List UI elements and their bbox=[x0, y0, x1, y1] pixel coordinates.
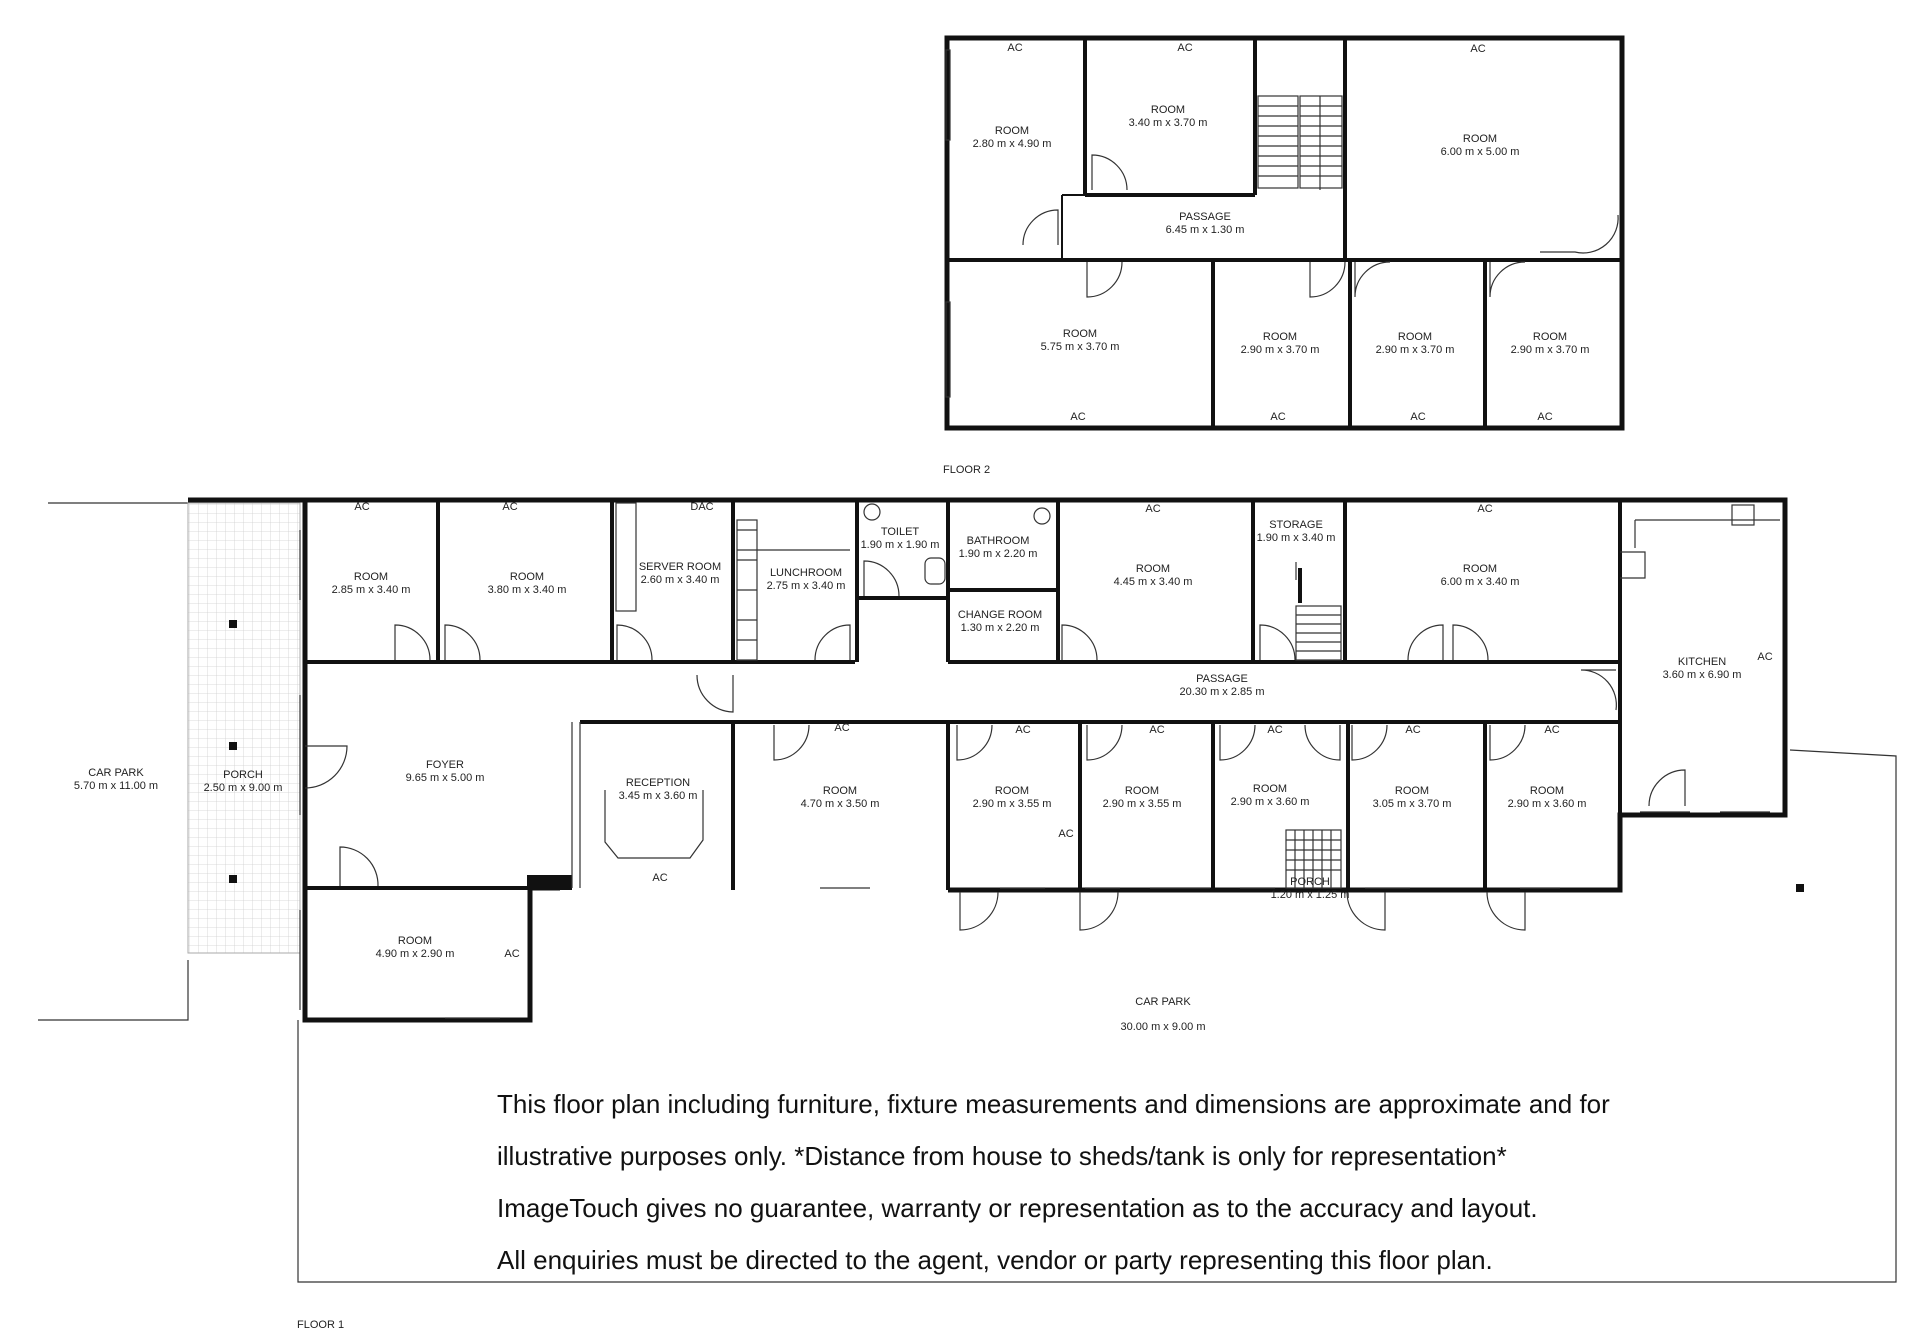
storage-size: 1.90 m x 3.40 m bbox=[1256, 532, 1336, 544]
svg-text:AC: AC bbox=[1177, 42, 1193, 54]
svg-text:AC: AC bbox=[1149, 724, 1165, 736]
porch-small-size: 1.20 m x 1.25 m bbox=[1270, 889, 1350, 901]
f2-room-2-size: 3.40 m x 3.70 m bbox=[1128, 117, 1208, 129]
porch-small-name: PORCH bbox=[1290, 876, 1330, 888]
disclaimer-line: ImageTouch gives no guarantee, warranty or representation as to the accuracy and layout. bbox=[497, 1193, 1538, 1223]
car-park-left-name: CAR PARK bbox=[88, 767, 144, 779]
disclaimer-line: All enquiries must be directed to the agent, vendor or party representing this floor plan. bbox=[497, 1245, 1493, 1275]
room-b-size: 3.80 m x 3.40 m bbox=[487, 584, 567, 596]
server-room-name: SERVER ROOM bbox=[638, 561, 722, 573]
porch-left-name: PORCH bbox=[223, 769, 263, 781]
f2-room-1-size: 2.80 m x 4.90 m bbox=[972, 138, 1052, 150]
toilet-size: 1.90 m x 1.90 m bbox=[860, 539, 940, 551]
car-park-left-size: 5.70 m x 11.00 m bbox=[73, 780, 159, 792]
f2-room-1-name: ROOM bbox=[994, 125, 1030, 137]
kitchen-name: KITCHEN bbox=[1677, 656, 1727, 668]
svg-text:AC: AC bbox=[1470, 43, 1486, 55]
f2-room-4-size: 5.75 m x 3.70 m bbox=[1040, 341, 1120, 353]
reception-name: RECEPTION bbox=[625, 777, 691, 789]
svg-text:AC: AC bbox=[652, 872, 668, 884]
room-j-name: ROOM bbox=[1529, 785, 1565, 797]
disclaimer-line: illustrative purposes only. *Distance from house to sheds/tank is only for representation* bbox=[497, 1141, 1507, 1171]
svg-text:AC: AC bbox=[1410, 411, 1426, 423]
svg-text:AC: AC bbox=[1145, 503, 1161, 515]
f2-passage-name: PASSAGE bbox=[1179, 211, 1231, 223]
floor-2-label: FLOOR 2 bbox=[943, 464, 991, 476]
svg-text:AC: AC bbox=[1405, 724, 1421, 736]
svg-text:AC: AC bbox=[504, 948, 520, 960]
change-room-name: CHANGE ROOM bbox=[957, 609, 1043, 621]
car-park-main-name: CAR PARK bbox=[1135, 996, 1191, 1008]
floor-2-plan bbox=[946, 38, 1622, 428]
f2-room-3-size: 6.00 m x 5.00 m bbox=[1440, 146, 1520, 158]
f2-passage-size: 6.45 m x 1.30 m bbox=[1165, 224, 1245, 236]
room-f-size: 2.90 m x 3.55 m bbox=[972, 798, 1052, 810]
change-room-size: 1.30 m x 2.20 m bbox=[960, 622, 1040, 634]
svg-text:AC: AC bbox=[1070, 411, 1086, 423]
svg-text:AC: AC bbox=[354, 501, 370, 513]
f2-room-7-size: 2.90 m x 3.70 m bbox=[1510, 344, 1590, 356]
passage-size: 20.30 m x 2.85 m bbox=[1179, 686, 1265, 698]
room-d-name: ROOM bbox=[1462, 563, 1498, 575]
foyer-size: 9.65 m x 5.00 m bbox=[405, 772, 485, 784]
room-labels bbox=[74, 104, 1742, 1033]
room-i-size: 3.05 m x 3.70 m bbox=[1372, 798, 1452, 810]
f2-room-5-name: ROOM bbox=[1262, 331, 1298, 343]
room-c-name: ROOM bbox=[1135, 563, 1171, 575]
storage-name: STORAGE bbox=[1269, 519, 1323, 531]
disclaimer-line: This floor plan including furniture, fixture measurements and dimensions are approximate and for bbox=[497, 1089, 1610, 1119]
svg-text:AC: AC bbox=[1270, 411, 1286, 423]
svg-text:AC: AC bbox=[1477, 503, 1493, 515]
f2-room-4-name: ROOM bbox=[1062, 328, 1098, 340]
server-room-size: 2.60 m x 3.40 m bbox=[640, 574, 720, 586]
room-c-size: 4.45 m x 3.40 m bbox=[1113, 576, 1193, 588]
room-k-size: 4.90 m x 2.90 m bbox=[375, 948, 455, 960]
room-a-name: ROOM bbox=[353, 571, 389, 583]
svg-text:AC: AC bbox=[834, 722, 850, 734]
svg-text:AC: AC bbox=[1015, 724, 1031, 736]
foyer-name: FOYER bbox=[426, 759, 464, 771]
room-h-name: ROOM bbox=[1252, 783, 1288, 795]
room-d-size: 6.00 m x 3.40 m bbox=[1440, 576, 1520, 588]
room-f-name: ROOM bbox=[994, 785, 1030, 797]
svg-text:DAC: DAC bbox=[690, 501, 714, 513]
room-g-name: ROOM bbox=[1124, 785, 1160, 797]
passage-name: PASSAGE bbox=[1196, 673, 1248, 685]
svg-text:AC: AC bbox=[1007, 42, 1023, 54]
reception-size: 3.45 m x 3.60 m bbox=[618, 790, 698, 802]
f2-room-6-size: 2.90 m x 3.70 m bbox=[1375, 344, 1455, 356]
room-a-size: 2.85 m x 3.40 m bbox=[331, 584, 411, 596]
svg-text:AC: AC bbox=[1267, 724, 1283, 736]
lunchroom-size: 2.75 m x 3.40 m bbox=[766, 580, 846, 592]
svg-text:AC: AC bbox=[1058, 828, 1074, 840]
svg-text:AC: AC bbox=[1757, 651, 1773, 663]
room-e-size: 4.70 m x 3.50 m bbox=[800, 798, 880, 810]
floor-1-label: FLOOR 1 bbox=[297, 1319, 345, 1331]
bathroom-name: BATHROOM bbox=[966, 535, 1030, 547]
room-g-size: 2.90 m x 3.55 m bbox=[1102, 798, 1182, 810]
f2-room-5-size: 2.90 m x 3.70 m bbox=[1240, 344, 1320, 356]
f2-room-3-name: ROOM bbox=[1462, 133, 1498, 145]
lunchroom-name: LUNCHROOM bbox=[769, 567, 843, 579]
toilet-name: TOILET bbox=[880, 526, 920, 538]
f2-room-6-name: ROOM bbox=[1397, 331, 1433, 343]
porch-left-size: 2.50 m x 9.00 m bbox=[203, 782, 283, 794]
bathroom-size: 1.90 m x 2.20 m bbox=[958, 548, 1038, 560]
kitchen-size: 3.60 m x 6.90 m bbox=[1662, 669, 1742, 681]
f2-room-2-name: ROOM bbox=[1150, 104, 1186, 116]
car-park-main-size: 30.00 m x 9.00 m bbox=[1120, 1021, 1206, 1033]
svg-text:AC: AC bbox=[1537, 411, 1553, 423]
f2-room-7-name: ROOM bbox=[1532, 331, 1568, 343]
room-j-size: 2.90 m x 3.60 m bbox=[1507, 798, 1587, 810]
svg-text:AC: AC bbox=[1544, 724, 1560, 736]
room-e-name: ROOM bbox=[822, 785, 858, 797]
room-b-name: ROOM bbox=[509, 571, 545, 583]
svg-text:AC: AC bbox=[502, 501, 518, 513]
disclaimer bbox=[497, 1078, 1610, 1286]
room-k-name: ROOM bbox=[397, 935, 433, 947]
room-i-name: ROOM bbox=[1394, 785, 1430, 797]
room-h-size: 2.90 m x 3.60 m bbox=[1230, 796, 1310, 808]
